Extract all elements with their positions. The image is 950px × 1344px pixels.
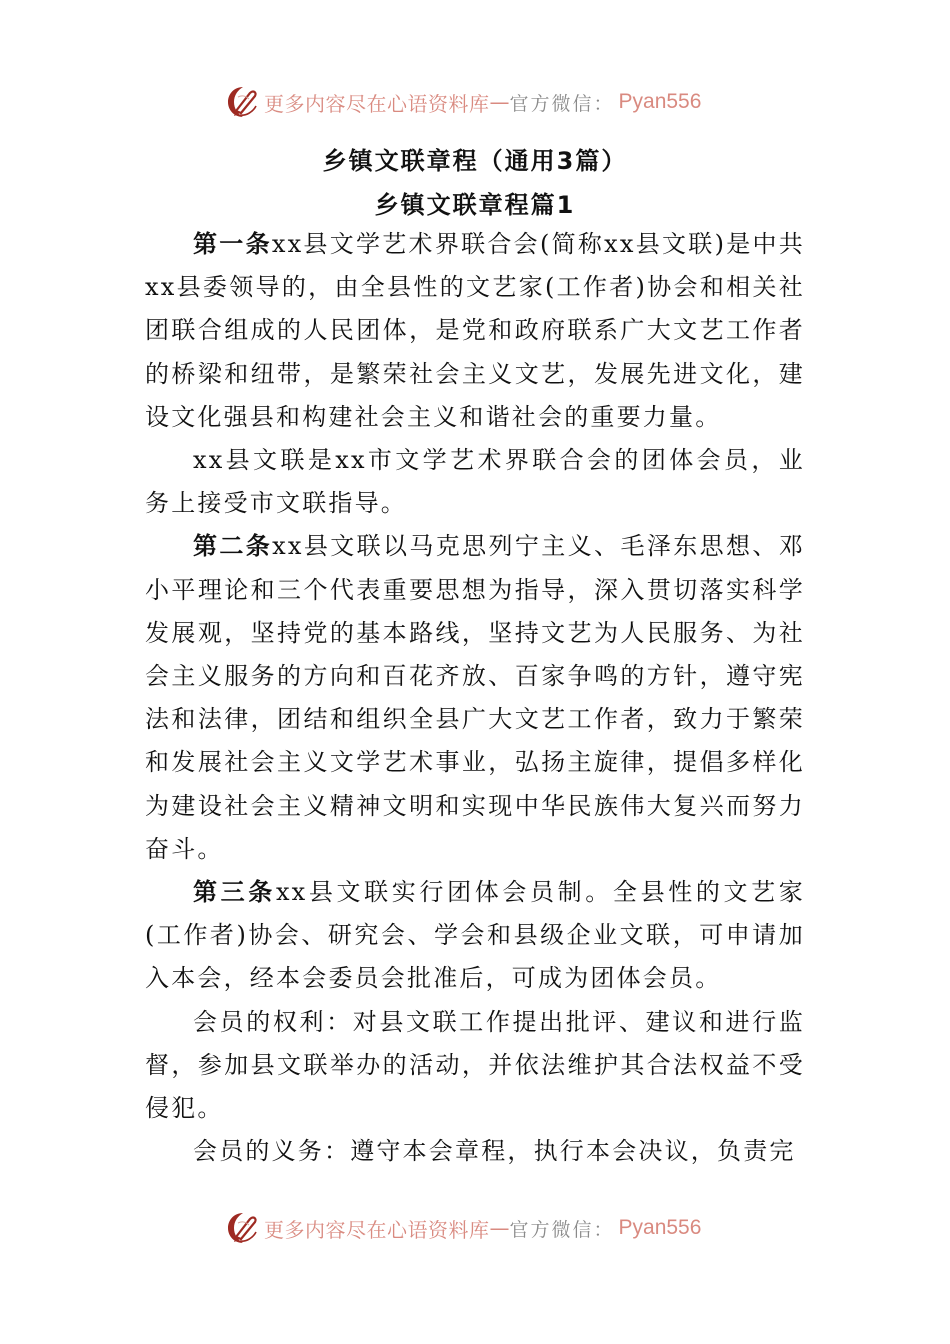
paragraph-article-2 [145, 525, 805, 871]
paragraph-text: 会员的义务：遵守本会章程，执行本会决议，负责完 [193, 1137, 796, 1166]
document-subtitle: 乡镇文联章程篇1 [374, 191, 576, 219]
article-heading: 第一条 [193, 230, 272, 258]
watermark-promo-text: 更多内容尽在心语资料库 [264, 91, 490, 116]
paragraph-text: xx县文学艺术界联合会(简称xx县文联)是中共xx县委领导的，由全县性的文艺家(工作者)协会和相关社团联合组成的人民团体，是党和政府联系广大文艺工作者的桥梁和纽带，是繁荣社会主义文艺，发展先进文化，建设文化强县和构建社会主义和谐社会的重要力量。 [145, 230, 805, 431]
paragraph-article-1 [145, 223, 805, 439]
watermark-promo-text: 更多内容尽在心语资料库 [264, 1217, 490, 1242]
paragraph-text: 会员的权利：对县文联工作提出批评、建议和进行监督，参加县文联举办的活动，并依法维护其合法权益不受侵犯。 [145, 1007, 805, 1123]
paragraph-text: xx县文联以马克思列宁主义、毛泽东思想、邓小平理论和三个代表重要思想为指导，深入贯切落实科学发展观，坚持党的基本路线，坚持文艺为人民服务、为社会主义服务的方向和百花齐放、百家争鸣的方针，遵守宪法和法律，团结和组织全县广大文艺工作者，致力于繁荣和发展社会主义文学艺术事业，弘扬主旋律，提倡多样化为建设社会主义精神文明和实现中华民族伟大复兴而努力奋斗。 [145, 532, 805, 863]
document-body [145, 223, 805, 1173]
paragraph-text: xx县文联实行团体会员制。全县性的文艺家(工作者)协会、研究会、学会和县级企业文联，可申请加入本会，经本会委员会批准后，可成为团体会员。 [145, 878, 805, 993]
paragraph-article-3 [145, 871, 805, 1001]
paragraph-member-duties [145, 1130, 805, 1173]
document-title: 乡镇文联章程（通用3篇） [322, 147, 628, 175]
watermark-wechat-id: Pyan556 [618, 90, 702, 113]
article-heading: 第二条 [193, 532, 273, 561]
watermark-wechat-label: 官方微信： [509, 92, 615, 115]
paragraph-article-1-cont [145, 439, 805, 525]
watermark-dash: — [489, 90, 510, 114]
watermark-header [226, 82, 701, 122]
paragraph-member-rights [145, 1001, 805, 1131]
watermark-footer [226, 1208, 701, 1248]
watermark-wechat-id: Pyan556 [618, 1216, 702, 1239]
watermark-dash: — [489, 1216, 510, 1240]
quill-pen-logo-icon [226, 85, 260, 119]
watermark-wechat-label: 官方微信： [509, 1218, 615, 1241]
paragraph-text: xx县文联是xx市文学艺术界联合会的团体会员，业务上接受市文联指导。 [145, 446, 805, 518]
article-heading: 第三条 [193, 878, 276, 907]
quill-pen-logo-icon [226, 1211, 260, 1245]
